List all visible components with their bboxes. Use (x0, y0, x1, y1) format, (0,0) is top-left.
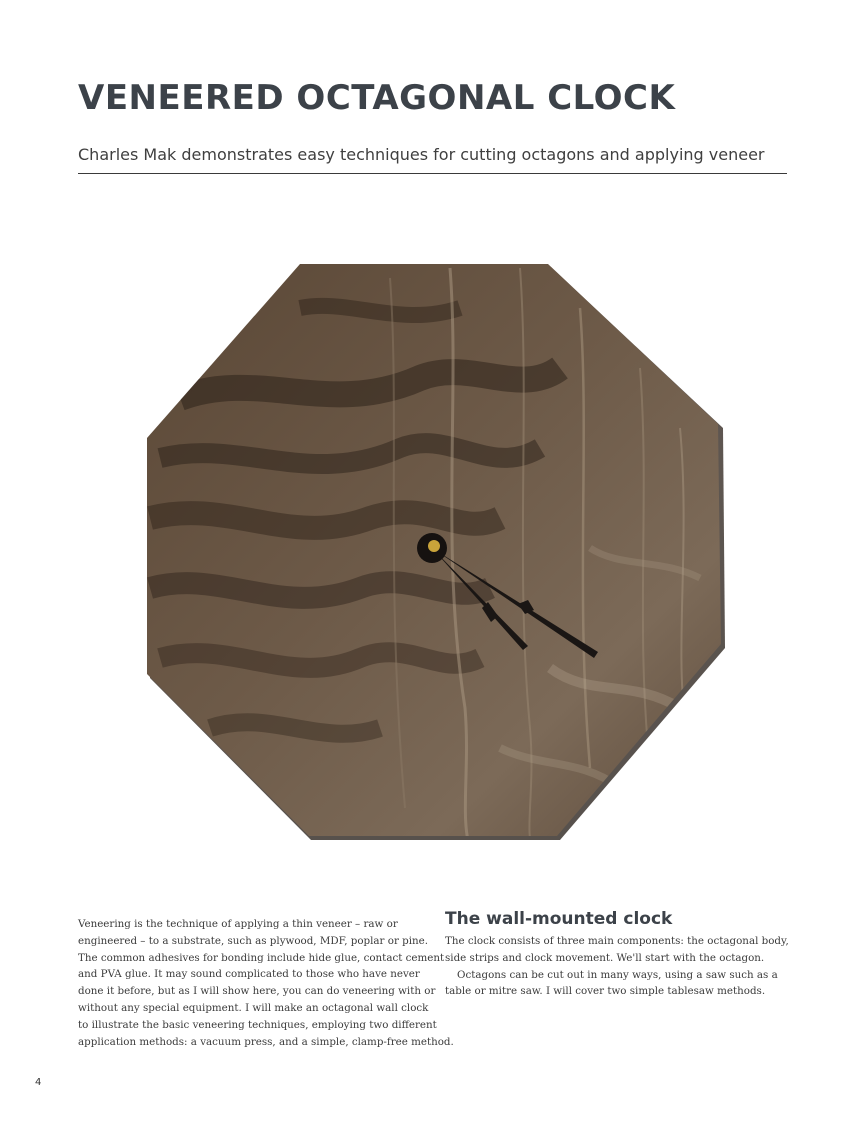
intro-line: Veneering is the technique of applying a thin veneer – raw or (78, 918, 398, 930)
intro-line: application methods: a vacuum press, and a simple, clamp-free method. (78, 1035, 454, 1048)
section-paragraph-2 (445, 967, 778, 1001)
article-title: VENEERED OCTAGONAL CLOCK (78, 78, 676, 118)
page-number: 4 (35, 1077, 42, 1088)
section-heading: The wall-mounted clock (445, 909, 673, 929)
intro-line: The common adhesives for bonding include hide glue, contact cement (78, 951, 445, 964)
intro-line: to illustrate the basic veneering techniques, employing two different (78, 1018, 437, 1031)
article-subtitle: Charles Mak demonstrates easy techniques for cutting octagons and applying veneer (78, 145, 765, 164)
section-line: table or mitre saw. I will cover two simple tablesaw methods. (445, 985, 766, 998)
brass-center-nut (428, 540, 440, 552)
intro-line: and PVA glue. It may sound complicated to those who have never (78, 968, 420, 981)
section-paragraph-1 (445, 933, 789, 967)
section-line: The clock consists of three main components: the octagonal body, (445, 935, 789, 947)
intro-paragraph (78, 916, 454, 1050)
section-line: side strips and clock movement. We'll start with the octagon. (445, 951, 765, 964)
clock-photo (120, 248, 740, 858)
intro-line: done it before, but as I will show here, you can do veneering with or (78, 985, 436, 998)
intro-line: engineered – to a substrate, such as plywood, MDF, poplar or pine. (78, 934, 429, 947)
section-body (445, 933, 789, 1000)
header-rule (78, 173, 787, 174)
intro-line: without any special equipment. I will make an octagonal wall clock (78, 1001, 429, 1014)
section-line: Octagons can be cut out in many ways, using a saw such as a (457, 968, 778, 981)
